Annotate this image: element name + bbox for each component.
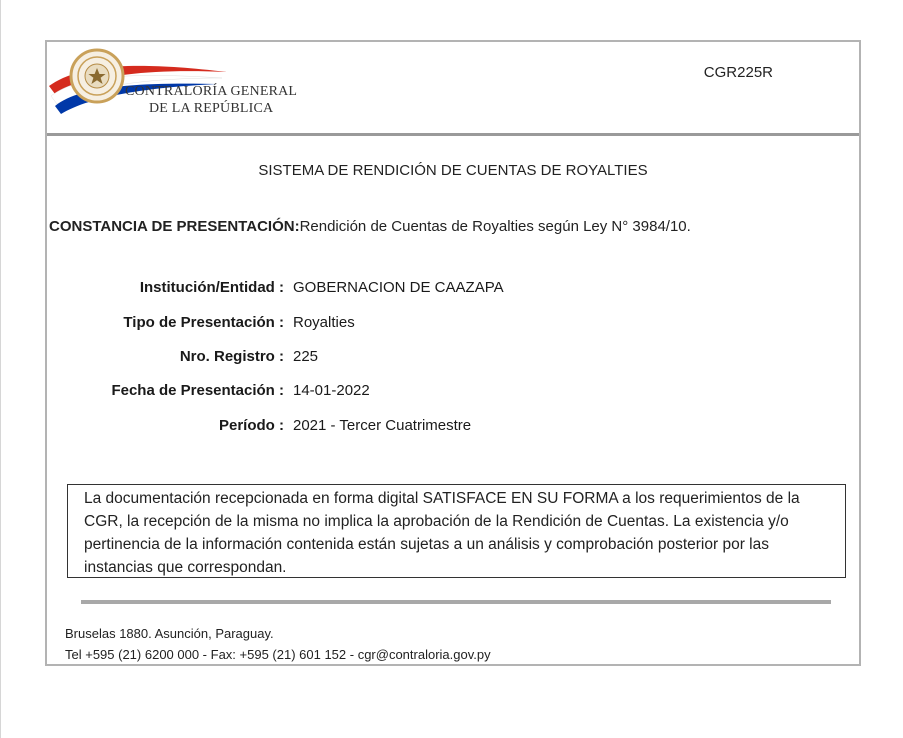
notice-box: La documentación recepcionada en forma digital SATISFACE EN SU FORMA a los requerimientos de la CGR, la recepción de la misma no implica la aprobación de la Rendición de Cuentas. La existencia y/o pertinencia de la información contenida están sujetas a un análisis y comprobación posterior por las instancias que correspondan. (67, 484, 846, 578)
field-label: Período : (218, 417, 284, 434)
field-label: Nro. Registro : (179, 348, 284, 365)
page-edge (0, 0, 1, 738)
system-title: SISTEMA DE RENDICIÓN DE CUENTAS DE ROYALTIES (258, 162, 648, 179)
field-label: Tipo de Presentación : (123, 314, 284, 331)
field-value: 225 (293, 348, 319, 365)
footer-contact: Tel +595 (21) 6200 000 - Fax: +595 (21) 601 152 - cgr@contraloria.gov.py (65, 647, 491, 662)
cgr-logo (47, 46, 317, 126)
field-value: 14-01-2022 (293, 382, 370, 399)
constancia-label: CONSTANCIA DE PRESENTACIÓN: (49, 218, 300, 235)
document-code: CGR225R (703, 64, 773, 81)
footer-address: Bruselas 1880. Asunción, Paraguay. (65, 626, 274, 641)
field-value: Royalties (293, 314, 355, 331)
document-header (47, 42, 859, 134)
logo-line-2: DE LA REPÚBLICA (149, 101, 274, 116)
footer-divider (81, 600, 831, 604)
field-label: Fecha de Presentación : (111, 382, 284, 399)
constancia-line (49, 218, 691, 235)
document-sheet (45, 40, 861, 666)
field-value: GOBERNACION DE CAAZAPA (293, 279, 504, 296)
field-label: Institución/Entidad : (139, 279, 284, 296)
constancia-text: Rendición de Cuentas de Royalties según Ley N° 3984/10. (299, 218, 691, 235)
header-divider (47, 133, 859, 136)
logo-line-1: CONTRALORÍA GENERAL (125, 84, 298, 99)
field-value: 2021 - Tercer Cuatrimestre (293, 417, 472, 434)
